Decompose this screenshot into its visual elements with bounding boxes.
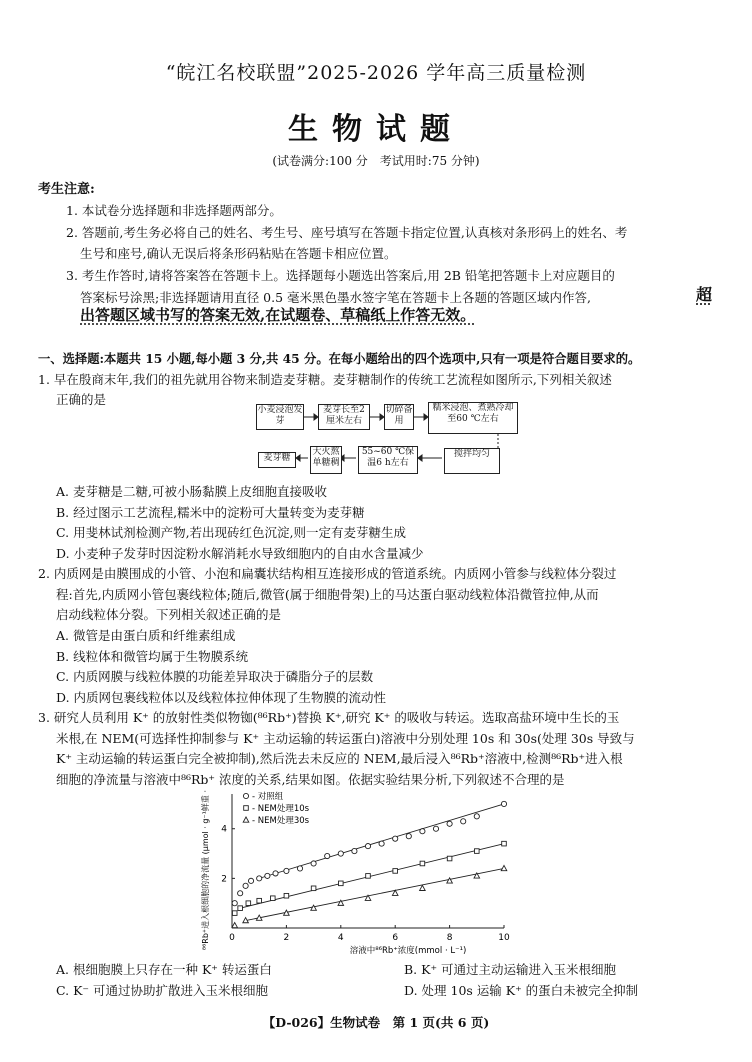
data-point: [284, 893, 289, 898]
q3-stem: 3. 研究人员利用 K⁺ 的放射性类似物铷(⁸⁶Rb⁺)替换 K⁺,研究 K⁺ 的吸收与转运。选取高盐环境中生长的玉: [38, 710, 620, 725]
flow-step: 麦芽长至2厘米左右: [318, 404, 370, 430]
q3-option-c: C. K⁻ 可通过协助扩散进入玉米根细胞: [56, 983, 268, 998]
data-point: [502, 841, 507, 846]
flow-step: 糯米浸泡、煮熟冷却至60 ℃左右: [428, 402, 518, 434]
data-point: [352, 848, 357, 853]
data-point: [393, 836, 398, 841]
legend-marker: [243, 793, 248, 798]
q3-option-a: A. 根细胞膜上只存在一种 K⁺ 转运蛋白: [56, 962, 272, 977]
legend-label: - NEM处理30s: [252, 816, 310, 826]
exam-title: “皖江名校联盟”2025-2026 学年高三质量检测: [165, 62, 587, 84]
q2-stem: 程:首先,内质网小管包裹线粒体;随后,微管(属于细胞骨架)上的马达蛋白驱动线粒体沿微管拉伸,从而: [56, 587, 599, 602]
legend-label: - 对照组: [252, 792, 284, 802]
flow-step: 切碎备用: [384, 404, 414, 430]
y-tick-label: 4: [221, 824, 227, 835]
data-point: [474, 814, 479, 819]
data-point: [257, 898, 262, 903]
data-point: [257, 876, 262, 881]
q1-stem: 1. 早在殷商末年,我们的祖先就用谷物来制造麦芽糖。麦芽糖制作的传统工艺流程如图所示,下列相关叙述: [38, 372, 612, 387]
section-heading: 一、选择题:本题共 15 小题,每小题 3 分,共 45 分。在每小题给出的四个选项中,只有一项是符合题目要求的。: [38, 351, 641, 366]
legend-marker: [244, 806, 249, 811]
subject-title: 生物试题: [288, 112, 464, 147]
q1-option-c: C. 用斐林试剂检测产物,若出现砖红色沉淀,则一定有麦芽糖生成: [56, 525, 407, 540]
x-tick-label: 10: [498, 933, 510, 943]
x-axis-label: 溶液中⁸⁶Rb⁺浓度(mmol · L⁻¹): [349, 946, 467, 956]
page-footer: 【D-026】生物试卷 第 1 页(共 6 页): [262, 1015, 490, 1030]
q2-stem: 2. 内质网是由膜围成的小管、小泡和扁囊状结构相互连接形成的管道系统。内质网小管参与线粒体分裂过: [38, 566, 617, 581]
q3-option-b: B. K⁺ 可通过主动运输进入玉米根细胞: [404, 962, 617, 977]
q1-option-d: D. 小麦种子发芽时因淀粉水解消耗水导致细胞内的自由水含量减少: [56, 546, 424, 561]
data-point: [447, 856, 452, 861]
data-point: [420, 861, 425, 866]
notice-heading: 考生注意:: [38, 182, 95, 197]
data-point: [265, 873, 270, 878]
notice-item: 2. 答题前,考生务必将自己的姓名、考生号、座号填写在答题卡指定位置,认真核对条形码上的姓名、考: [66, 225, 628, 240]
data-point: [379, 841, 384, 846]
notice-item: 1. 本试卷分选择题和非选择题两部分。: [66, 203, 282, 218]
x-tick-label: 8: [446, 933, 453, 943]
x-tick-label: 0: [229, 933, 235, 943]
notice-item: 生号和座号,确认无误后将条形码粘贴在答题卡相应位置。: [80, 246, 397, 261]
data-point: [501, 865, 507, 870]
q3-option-d: D. 处理 10s 运输 K⁺ 的蛋白未被完全抑制: [404, 983, 639, 998]
flow-step: 大火熬单糖稠: [310, 446, 342, 474]
data-point: [246, 901, 251, 906]
data-point: [433, 826, 438, 831]
data-point: [232, 911, 237, 916]
data-point: [393, 869, 398, 874]
q1-flow-diagram: [256, 400, 518, 474]
data-point: [311, 905, 317, 910]
q1-option-a: A. 麦芽糖是二糖,可被小肠黏膜上皮细胞直接吸收: [56, 484, 327, 499]
data-point: [248, 878, 253, 883]
data-point: [325, 853, 330, 858]
data-point: [366, 874, 371, 879]
q2-option-d: D. 内质网包裹线粒体以及线粒体拉伸体现了生物膜的流动性: [56, 690, 387, 705]
flow-step: 搅拌均匀: [444, 448, 500, 474]
data-point: [475, 849, 480, 854]
notice-item: 3. 考生作答时,请将答案答在答题卡上。选择题每小题选出答案后,用 2B 铅笔把答题卡上对应题目的: [66, 268, 615, 283]
notice-emphasis: 超: [696, 285, 713, 304]
data-point: [284, 868, 289, 873]
data-point: [273, 871, 278, 876]
x-tick-label: 6: [392, 933, 399, 943]
data-point: [311, 886, 316, 891]
data-point: [238, 906, 243, 911]
q2-option-b: B. 线粒体和微管均属于生物膜系统: [56, 649, 249, 664]
q1-option-b: B. 经过图示工艺流程,糯米中的淀粉可大量转变为麦芽糖: [56, 505, 365, 520]
data-point: [232, 901, 237, 906]
flow-step: 55~60 ℃保温6 h左右: [358, 446, 418, 474]
q3-stem: 米根,在 NEM(可选择性抑制参与 K⁺ 主动运输的转运蛋白)溶液中分别处理 10s 和 30s(处理 30s 导致与: [56, 731, 635, 746]
data-point: [238, 891, 243, 896]
x-tick-label: 4: [337, 933, 344, 943]
series-line: [240, 844, 504, 909]
y-axis-label: ⁸⁶Rb⁺进入根细胞的净流量 (μmol · g⁻¹鲜重 · h⁻¹): [201, 788, 210, 951]
data-point: [447, 821, 452, 826]
q2-option-c: C. 内质网膜与线粒体膜的功能差异取决于磷脂分子的层数: [56, 669, 374, 684]
q3-stem: 细胞的净流量与溶液中⁸⁶Rb⁺ 浓度的关系,结果如图。依据实验结果分析,下列叙述不合理的是: [56, 772, 565, 787]
data-point: [243, 883, 248, 888]
legend-marker: [243, 817, 249, 822]
legend-label: - NEM处理10s: [252, 804, 310, 814]
data-point: [420, 829, 425, 834]
data-point: [501, 801, 506, 806]
flow-step: 小麦浸泡发芽: [256, 404, 304, 430]
q3-stem: K⁺ 主动运输的转运蛋白完全被抑制),然后洗去未反应的 NEM,最后浸入⁸⁶Rb⁺溶液中,检测⁸⁶Rb⁺进入根: [56, 751, 623, 766]
chart-canvas: [194, 788, 514, 956]
data-point: [338, 851, 343, 856]
data-point: [297, 866, 302, 871]
q2-stem: 启动线粒体分裂。下列相关叙述正确的是: [56, 607, 282, 622]
data-point: [271, 896, 276, 901]
q2-option-a: A. 微管是由蛋白质和纤维素组成: [56, 628, 236, 643]
y-tick-label: 2: [221, 874, 227, 885]
notice-emphasis: 出答题区域书写的答案无效,在试题卷、草稿纸上作答无效。: [80, 306, 476, 324]
data-point: [365, 844, 370, 849]
data-point: [461, 819, 466, 824]
data-point: [311, 861, 316, 866]
data-point: [406, 834, 411, 839]
x-tick-label: 2: [283, 933, 290, 943]
q3-chart: [194, 788, 514, 956]
data-point: [420, 885, 426, 890]
q1-stem: 正确的是: [56, 392, 107, 407]
data-point: [339, 881, 344, 886]
flow-step: 麦芽糖: [258, 452, 296, 468]
notice-item: 答案标号涂黑;非选择题请用直径 0.5 毫米黑色墨水签字笔在答题卡上各题的答题区域内作答,: [80, 290, 592, 305]
data-point: [232, 923, 238, 928]
exam-info: (试卷满分:100 分 考试用时:75 分钟): [272, 154, 480, 168]
